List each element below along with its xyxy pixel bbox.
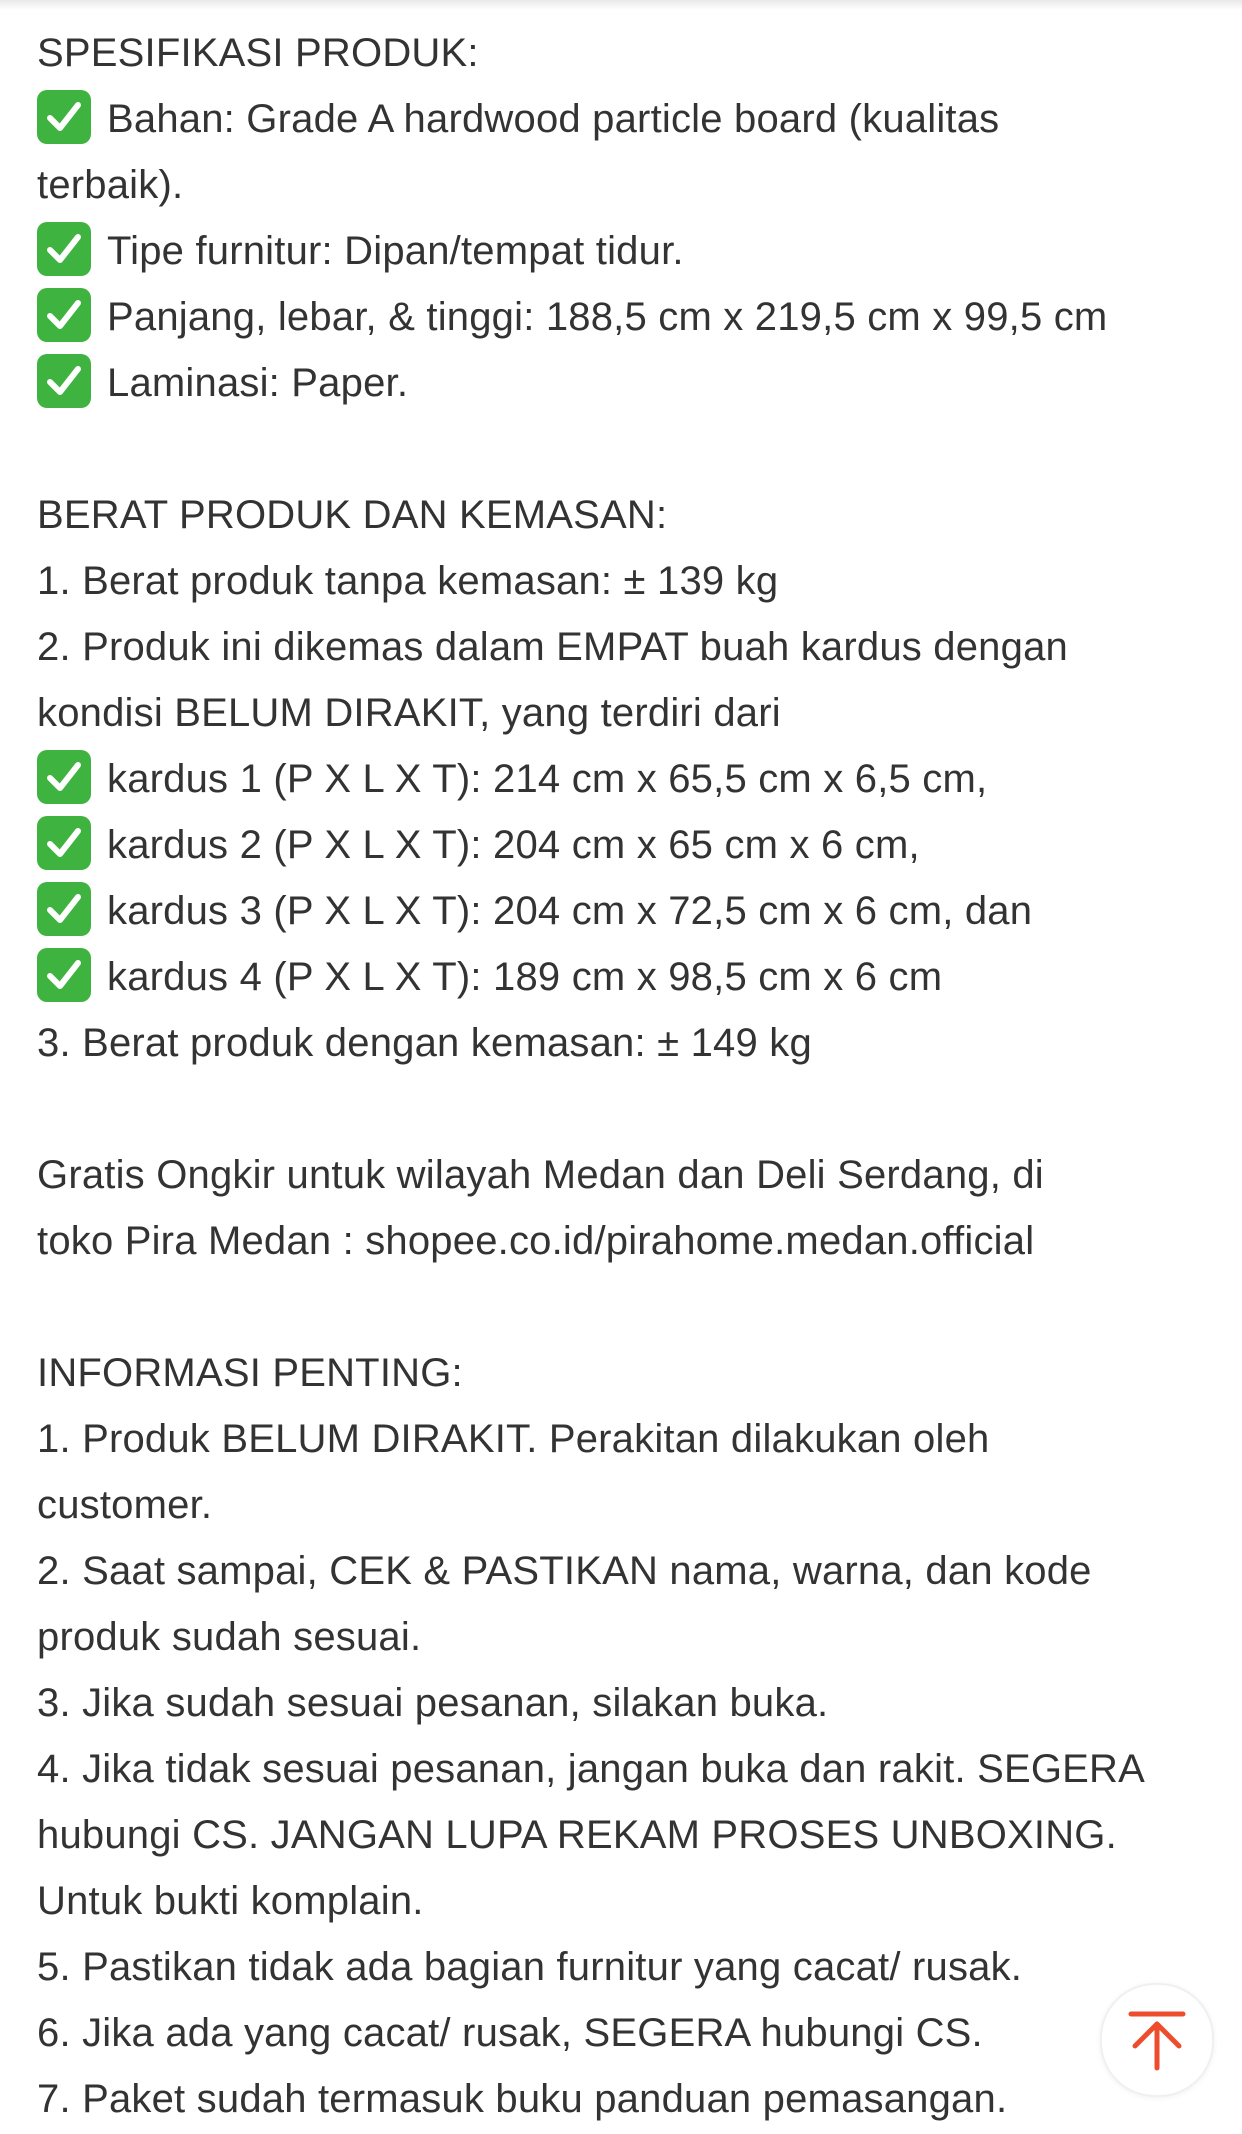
spec-item-text: Laminasi: Paper. xyxy=(107,361,409,405)
spec-item xyxy=(37,350,1212,416)
check-mark-icon xyxy=(37,222,91,276)
spec-item-text: Bahan: Grade A hardwood particle board (kualitas xyxy=(107,97,1000,141)
info-line: 6. Jika ada yang cacat/ rusak, SEGERA hubungi CS. xyxy=(37,2011,983,2055)
weight-line: 1. Berat produk tanpa kemasan: ± 139 kg xyxy=(37,559,779,603)
shipping-line: Gratis Ongkir untuk wilayah Medan dan Deli Serdang, di xyxy=(37,1153,1044,1197)
spec-heading: SPESIFIKASI PRODUK: xyxy=(37,31,479,75)
info-line: hubungi CS. JANGAN LUPA REKAM PROSES UNBOXING. xyxy=(37,1813,1117,1857)
check-mark-icon xyxy=(37,288,91,342)
info-line: 2. Saat sampai, CEK & PASTIKAN nama, warna, dan kode xyxy=(37,1549,1092,1593)
check-mark-icon xyxy=(37,354,91,408)
box-item-text: kardus 3 (P X L X T): 204 cm x 72,5 cm x 6 cm, dan xyxy=(107,889,1033,933)
info-line: Untuk bukti komplain. xyxy=(37,1879,424,1923)
check-mark-icon xyxy=(37,90,91,144)
check-mark-icon xyxy=(37,948,91,1002)
check-mark-icon xyxy=(37,882,91,936)
scroll-to-top-button[interactable] xyxy=(1100,1983,1214,2097)
spacer xyxy=(37,1274,1212,1340)
spec-item xyxy=(37,284,1212,350)
box-item xyxy=(37,878,1212,944)
weight-heading: BERAT PRODUK DAN KEMASAN: xyxy=(37,493,668,537)
info-line: 3. Jika sudah sesuai pesanan, silakan buka. xyxy=(37,1681,829,1725)
box-item xyxy=(37,944,1212,1010)
info-heading: INFORMASI PENTING: xyxy=(37,1351,463,1395)
spec-item-text: Tipe furnitur: Dipan/tempat tidur. xyxy=(107,229,684,273)
spec-item-continuation: terbaik). xyxy=(37,163,184,207)
box-item-text: kardus 2 (P X L X T): 204 cm x 65 cm x 6 cm, xyxy=(107,823,920,867)
spec-item xyxy=(37,218,1212,284)
spec-item-text: Panjang, lebar, & tinggi: 188,5 cm x 219,5 cm x 99,5 cm xyxy=(107,295,1108,339)
info-line: customer. xyxy=(37,1483,213,1527)
weight-line: kondisi BELUM DIRAKIT, yang terdiri dari xyxy=(37,691,781,735)
arrow-up-to-top-icon xyxy=(1127,2008,1187,2072)
info-line: 1. Produk BELUM DIRAKIT. Perakitan dilakukan oleh xyxy=(37,1417,990,1461)
spacer xyxy=(37,416,1212,482)
check-mark-icon xyxy=(37,750,91,804)
check-mark-icon xyxy=(37,816,91,870)
info-line: 4. Jika tidak sesuai pesanan, jangan buka dan rakit. SEGERA xyxy=(37,1747,1146,1791)
box-item-text: kardus 1 (P X L X T): 214 cm x 65,5 cm x 6,5 cm, xyxy=(107,757,988,801)
info-line: 7. Paket sudah termasuk buku panduan pemasangan. xyxy=(37,2077,1008,2121)
box-item-text: kardus 4 (P X L X T): 189 cm x 98,5 cm x 6 cm xyxy=(107,955,943,999)
spacer xyxy=(37,1076,1212,1142)
shipping-line: toko Pira Medan : shopee.co.id/pirahome.medan.official xyxy=(37,1219,1035,1263)
top-divider xyxy=(0,0,1242,10)
box-item xyxy=(37,746,1212,812)
box-item xyxy=(37,812,1212,878)
weight-line: 2. Produk ini dikemas dalam EMPAT buah kardus dengan xyxy=(37,625,1068,669)
product-description xyxy=(37,20,1212,2132)
info-line: produk sudah sesuai. xyxy=(37,1615,422,1659)
weight-total: 3. Berat produk dengan kemasan: ± 149 kg xyxy=(37,1021,812,1065)
info-line: 5. Pastikan tidak ada bagian furnitur yang cacat/ rusak. xyxy=(37,1945,1023,1989)
spec-item xyxy=(37,86,1212,152)
